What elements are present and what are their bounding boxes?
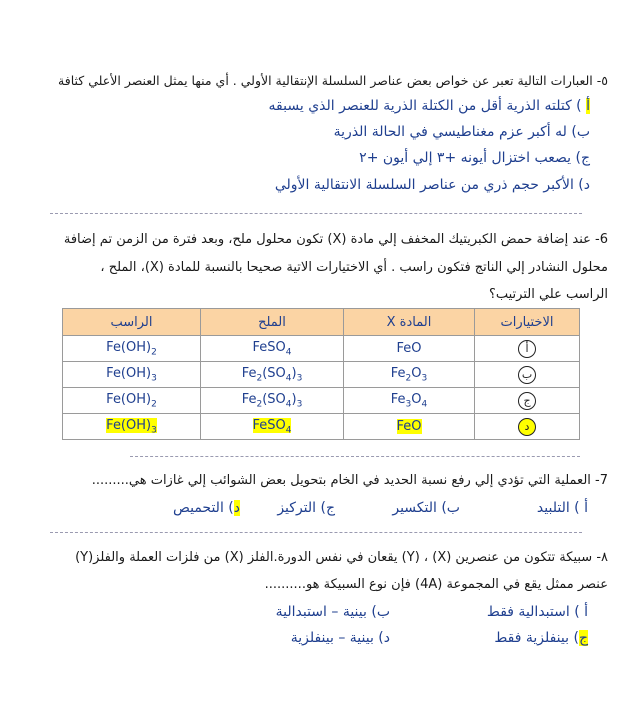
precipitate-cell-text: $Fe(OH)_2$ — [106, 391, 157, 410]
table-body — [63, 336, 580, 440]
header-precipitate: الراسب — [63, 309, 201, 336]
salt-cell — [201, 414, 344, 440]
q8-option-d: د) بينية – بينفلزية — [290, 630, 390, 646]
salt-cell — [201, 388, 344, 414]
divider — [50, 532, 582, 533]
choice-symbol — [475, 362, 580, 388]
table-header-row — [63, 309, 580, 336]
q8-option-c — [494, 630, 588, 646]
header-substance-x: المادة X — [344, 309, 475, 336]
table-row — [63, 336, 580, 362]
q5-answer-highlight: أ — [586, 98, 590, 114]
q5-option-a-text: ) كتلته الذرية أقل من الكتلة الذرية للعنصر الذي يسبقه — [268, 98, 587, 114]
q7-option-d — [173, 500, 240, 516]
substance-x-cell-text: $Fe_2O_3$ — [390, 365, 428, 384]
substance-x-cell-text: FeO — [396, 341, 422, 356]
q8-stem-line1: ٨- سبيكة تتكون من عنصرين (X) ، (Y) يقعان في نفس الدورة.الفلز (X) من فلزات العملة والفلز(Y) — [75, 550, 608, 565]
divider — [130, 456, 580, 457]
q5-option-c: ج) يصعب اختزال أيونه +٣ إلي أيون +٢ — [359, 150, 590, 166]
q7-stem: 7- العملية التي تؤدي إلي رفع نسبة الحديد في الخام بتحويل بعض الشوائب إلي غازات هي......... — [91, 473, 608, 488]
choice-symbol — [475, 336, 580, 362]
q6-stem-line3: الراسب علي الترتيب؟ — [488, 287, 608, 302]
q6-stem-line2: محلول النشادر إلي الناتج فتكون راسب . أي الاختيارات الاتية صحيحا بالنسبة للمادة (X)، الملح ، — [100, 260, 608, 275]
substance-x-cell — [344, 336, 475, 362]
q6-options-table — [62, 308, 580, 440]
precipitate-cell-text: $Fe(OH)_3$ — [106, 417, 157, 436]
q8-option-b: ب) بينية – استبدالية — [275, 604, 390, 620]
salt-cell-text: FeSO$_4$ — [252, 417, 292, 436]
table-row — [63, 362, 580, 388]
q8-stem-line2: عنصر ممثل يقع في المجموعة (4A) فإن نوع السبيكة هو.......... — [264, 577, 608, 592]
q7-option-c: ج) التركيز — [277, 500, 335, 516]
q5-option-a — [269, 98, 590, 114]
precipitate-cell — [63, 362, 201, 388]
precipitate-cell-text: $Fe(OH)_2$ — [106, 339, 157, 358]
precipitate-cell — [63, 336, 201, 362]
q8-answer-highlight: ج — [578, 630, 588, 646]
divider — [50, 213, 582, 214]
choice-symbol — [475, 388, 580, 414]
choice-symbol — [475, 414, 580, 440]
choice-circle-icon: ج — [518, 392, 536, 410]
salt-cell — [201, 362, 344, 388]
substance-x-cell — [344, 388, 475, 414]
q7-option-b: ب) التكسير — [392, 500, 460, 516]
substance-x-cell — [344, 414, 475, 440]
salt-cell — [201, 336, 344, 362]
precipitate-cell — [63, 388, 201, 414]
q8-option-c-text: ) بينفلزية فقط — [494, 630, 579, 646]
table-row — [63, 414, 580, 440]
q8-option-a: أ ) استبدالية فقط — [486, 604, 588, 620]
q7-option-a: أ ) التلبيد — [536, 500, 588, 516]
substance-x-cell-text: FeO — [396, 419, 422, 434]
q7-option-d-text: ) التحميص — [172, 500, 234, 516]
table-row — [63, 388, 580, 414]
salt-cell-text: FeSO$_4$ — [252, 339, 292, 358]
q5-stem: ٥- العبارات التالية تعبر عن خواص بعض عناصر السلسلة الإنتقالية الأولي . أي منها يمثل العنصر الأعلي كثافة — [58, 73, 608, 88]
precipitate-cell — [63, 414, 201, 440]
q5-option-d: د) الأكبر حجم ذري من عناصر السلسلة الانتقالية الأولي — [274, 177, 590, 193]
salt-cell-text: $Fe_2(SO_4)_3$ — [241, 365, 303, 384]
choice-circle-icon: د — [518, 418, 536, 436]
choice-circle-icon: ب — [518, 366, 536, 384]
q6-stem-line1: 6- عند إضافة حمض الكبريتيك المخفف إلي مادة (X) تكون محلول ملح، وبعد فترة من الزمن تم إضافة — [63, 232, 608, 247]
salt-cell-text: $Fe_2(SO_4)_3$ — [241, 391, 303, 410]
q5-option-b: ب) له أكبر عزم مغناطيسي في الحالة الذرية — [333, 124, 590, 140]
choice-circle-icon: أ — [518, 340, 536, 358]
substance-x-cell-text: $Fe_3O_4$ — [390, 391, 428, 410]
substance-x-cell — [344, 362, 475, 388]
precipitate-cell-text: $Fe(OH)_3$ — [106, 365, 157, 384]
q7-answer-highlight: د — [233, 500, 240, 516]
header-choices: الاختيارات — [475, 309, 580, 336]
header-salt: الملح — [201, 309, 344, 336]
